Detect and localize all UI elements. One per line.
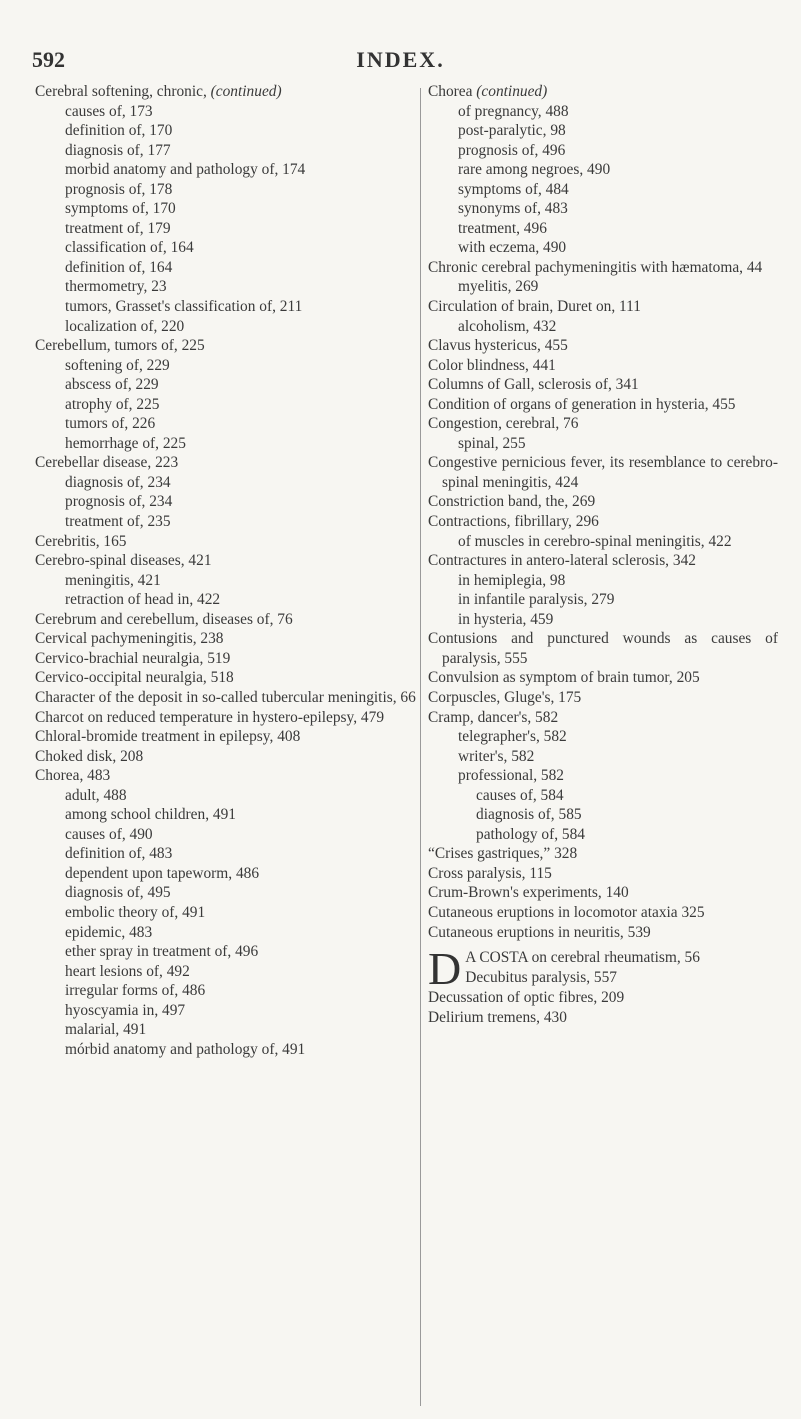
index-entry: Color blindness, 441 bbox=[428, 356, 556, 374]
index-entry: Circulation of brain, Duret on, 111 bbox=[428, 298, 641, 316]
index-entry: Contractures in antero-lateral sclerosis, 342 bbox=[428, 552, 696, 570]
index-entry: Congestive pernicious fever, its resemblance to cerebro-spinal meningitis, 424 bbox=[428, 454, 778, 491]
index-subentry: post-paralytic, 98 bbox=[458, 122, 566, 140]
index-subentry: tumors, Grasset's classification of, 211 bbox=[65, 298, 303, 316]
index-subentry: mórbid anatomy and pathology of, 491 bbox=[65, 1040, 306, 1058]
index-subentry: thermometry, 23 bbox=[65, 278, 167, 296]
index-entry: Corpuscles, Gluge's, 175 bbox=[428, 688, 582, 706]
index-subentry: synonyms of, 483 bbox=[458, 200, 568, 218]
index-subentry: with eczema, 490 bbox=[458, 239, 567, 257]
index-entry: Constriction band, the, 269 bbox=[428, 493, 596, 511]
index-subentry: in hemiplegia, 98 bbox=[458, 571, 566, 589]
index-subentry: epidemic, 483 bbox=[65, 923, 153, 941]
index-entry: Cerebral softening, chronic, (continued) bbox=[35, 83, 282, 100]
index-subentry: causes of, 173 bbox=[65, 102, 153, 120]
index-entry: Cerebro-spinal diseases, 421 bbox=[35, 552, 212, 570]
index-subentry: localization of, 220 bbox=[65, 317, 185, 335]
index-entry: Crum-Brown's experiments, 140 bbox=[428, 884, 629, 902]
index-subentry: prognosis of, 178 bbox=[65, 180, 173, 198]
index-entry: Decubitus paralysis, 557 bbox=[465, 968, 617, 986]
index-entry: Delirium tremens, 430 bbox=[428, 1008, 567, 1026]
index-entry: Cutaneous eruptions in locomotor ataxia 325 bbox=[428, 903, 705, 921]
index-entry: Chorea, 483 bbox=[35, 767, 111, 785]
index-entry: Character of the deposit in so-called tubercular meningitis, 66 bbox=[35, 688, 416, 706]
index-subentry: atrophy of, 225 bbox=[65, 395, 160, 413]
index-subentry: treatment, 496 bbox=[458, 219, 547, 237]
index-entry: Cervico-occipital neuralgia, 518 bbox=[35, 669, 234, 687]
index-subentry: diagnosis of, 234 bbox=[65, 473, 171, 491]
index-entry: Cramp, dancer's, 582 bbox=[428, 708, 559, 726]
index-subentry: classification of, 164 bbox=[65, 239, 194, 257]
index-subentry: hemorrhage of, 225 bbox=[65, 434, 186, 452]
index-subentry: in infantile paralysis, 279 bbox=[458, 591, 615, 609]
index-subentry: of pregnancy, 488 bbox=[458, 102, 569, 120]
index-subentry: writer's, 582 bbox=[458, 747, 535, 765]
index-subentry: of muscles in cerebro-spinal meningitis, 422 bbox=[458, 532, 732, 550]
column-divider bbox=[420, 88, 421, 1406]
index-entry: Cutaneous eruptions in neuritis, 539 bbox=[428, 923, 651, 941]
index-subentry: adult, 488 bbox=[65, 786, 127, 804]
index-subentry: hyoscyamia in, 497 bbox=[65, 1001, 186, 1019]
index-subentry: dependent upon tapeworm, 486 bbox=[65, 864, 260, 882]
index-subentry: treatment of, 179 bbox=[65, 219, 171, 237]
index-subentry: definition of, 483 bbox=[65, 845, 173, 863]
index-subentry: diagnosis of, 177 bbox=[65, 141, 171, 159]
index-entry: Contractions, fibrillary, 296 bbox=[428, 513, 599, 531]
index-subentry: heart lesions of, 492 bbox=[65, 962, 190, 980]
index-subentry: diagnosis of, 495 bbox=[65, 884, 171, 902]
index-entry: Cerebellar disease, 223 bbox=[35, 454, 179, 472]
index-entry: Condition of organs of generation in hysteria, 455 bbox=[428, 395, 736, 413]
continued-marker: (continued) bbox=[210, 83, 282, 100]
index-entry: Cervico-brachial neuralgia, 519 bbox=[35, 649, 231, 667]
index-entry: A COSTA on cerebral rheumatism, 56 bbox=[465, 949, 700, 967]
index-subentry: embolic theory of, 491 bbox=[65, 903, 206, 921]
index-subentry: pathology of, 584 bbox=[476, 825, 586, 843]
index-subentry: tumors of, 226 bbox=[65, 415, 156, 433]
index-entry: Contusions and punctured wounds as causes of paralysis, 555 bbox=[428, 630, 778, 667]
index-entry: Choked disk, 208 bbox=[35, 747, 144, 765]
index-subentry: rare among negroes, 490 bbox=[458, 161, 611, 179]
index-subentry: malarial, 491 bbox=[65, 1021, 147, 1039]
index-subentry: spinal, 255 bbox=[458, 434, 526, 452]
index-entry: Convulsion as symptom of brain tumor, 205 bbox=[428, 669, 700, 687]
index-entry: Decussation of optic fibres, 209 bbox=[428, 989, 625, 1007]
index-subentry: professional, 582 bbox=[458, 767, 565, 785]
index-subentry: definition of, 170 bbox=[65, 122, 173, 140]
index-subentry: among school children, 491 bbox=[65, 806, 236, 824]
index-column-left bbox=[35, 82, 417, 1059]
index-entry: Cervical pachymeningitis, 238 bbox=[35, 630, 224, 648]
index-subentry: prognosis of, 234 bbox=[65, 493, 173, 511]
index-subentry: morbid anatomy and pathology of, 174 bbox=[65, 161, 306, 179]
drop-cap-letter: D bbox=[428, 943, 462, 995]
index-entry: Cerebrum and cerebellum, diseases of, 76 bbox=[35, 610, 293, 628]
index-subentry: ether spray in treatment of, 496 bbox=[65, 943, 259, 961]
index-subentry: causes of, 490 bbox=[65, 825, 153, 843]
index-subentry: telegrapher's, 582 bbox=[458, 728, 567, 746]
index-entry: Chloral-bromide treatment in epilepsy, 408 bbox=[35, 728, 301, 746]
index-entry: Chorea (continued) bbox=[428, 83, 548, 100]
index-subentry: prognosis of, 496 bbox=[458, 141, 566, 159]
index-entry: Columns of Gall, sclerosis of, 341 bbox=[428, 376, 639, 394]
index-subentry: symptoms of, 170 bbox=[65, 200, 176, 218]
index-entry: Cerebellum, tumors of, 225 bbox=[35, 337, 205, 355]
index-subentry: causes of, 584 bbox=[476, 786, 564, 804]
index-subentry: definition of, 164 bbox=[65, 258, 173, 276]
index-entry: Congestion, cerebral, 76 bbox=[428, 415, 579, 433]
index-entry: Clavus hystericus, 455 bbox=[428, 337, 568, 355]
index-subentry: treatment of, 235 bbox=[65, 513, 171, 531]
index-entry: “Crises gastriques,” 328 bbox=[428, 845, 578, 863]
index-subentry: alcoholism, 432 bbox=[458, 317, 557, 335]
page-number: 592 bbox=[32, 47, 65, 72]
index-subentry: irregular forms of, 486 bbox=[65, 982, 206, 1000]
running-head: INDEX. bbox=[356, 47, 445, 72]
index-entry: Cross paralysis, 115 bbox=[428, 864, 552, 882]
index-subentry: abscess of, 229 bbox=[65, 376, 159, 394]
index-subentry: meningitis, 421 bbox=[65, 571, 161, 589]
index-column-right bbox=[428, 82, 778, 1027]
index-subentry: diagnosis of, 585 bbox=[476, 806, 582, 824]
index-subentry: retraction of head in, 422 bbox=[65, 591, 221, 609]
continued-marker: (continued) bbox=[476, 83, 548, 100]
index-subentry: symptoms of, 484 bbox=[458, 180, 569, 198]
index-entry: Charcot on reduced temperature in hystero-epilepsy, 479 bbox=[35, 708, 385, 726]
index-subentry: in hysteria, 459 bbox=[458, 610, 554, 628]
index-subentry: myelitis, 269 bbox=[458, 278, 539, 296]
index-subentry: softening of, 229 bbox=[65, 356, 170, 374]
index-entry: Chronic cerebral pachymeningitis with hæmatoma, 44 bbox=[428, 258, 763, 276]
index-entry: Cerebritis, 165 bbox=[35, 532, 127, 550]
